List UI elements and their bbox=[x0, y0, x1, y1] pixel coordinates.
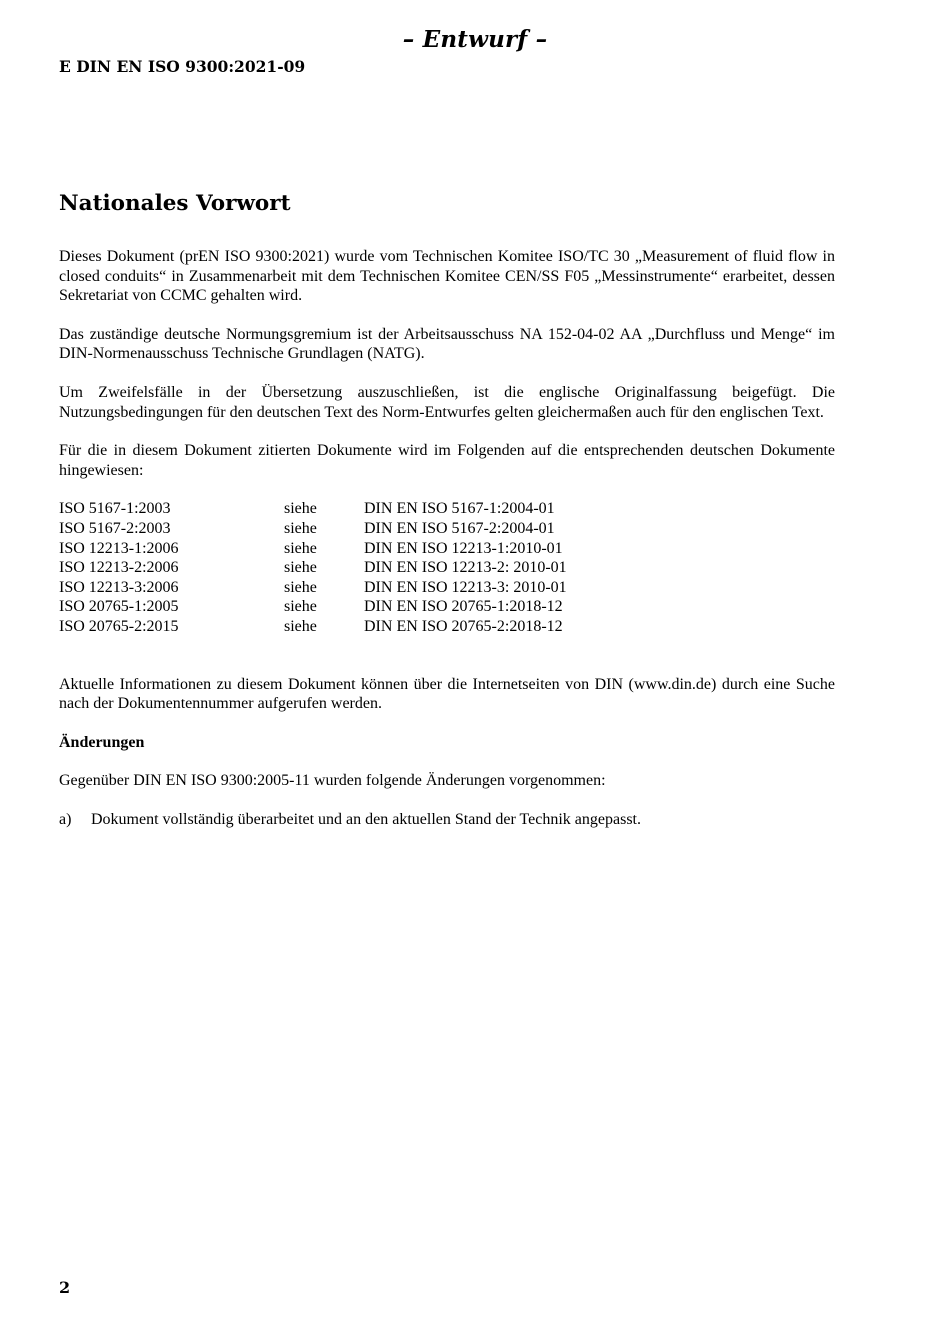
iso-reference: ISO 12213-1:2006 bbox=[59, 539, 179, 557]
din-reference: DIN EN ISO 5167-2:2004-01 bbox=[364, 519, 555, 537]
iso-reference: ISO 12213-3:2006 bbox=[59, 578, 179, 596]
see-label: siehe bbox=[284, 519, 317, 537]
foreword-title: Nationales Vorwort bbox=[59, 191, 291, 216]
reference-table bbox=[59, 499, 567, 636]
din-reference: DIN EN ISO 20765-2:2018-12 bbox=[364, 617, 563, 635]
iso-reference: ISO 20765-1:2005 bbox=[59, 598, 179, 616]
iso-reference: ISO 12213-2:2006 bbox=[59, 559, 179, 577]
din-reference: DIN EN ISO 12213-3: 2010-01 bbox=[364, 578, 567, 596]
table-row bbox=[59, 597, 567, 617]
paragraph-translation: Um Zweifelsfälle in der Übersetzung auszuschließen, ist die englische Originalfassung beigefügt. Die Nutzungsbedingungen für den deutschen Text des Norm-Entwurfes gelten gleichermaßen auch für den englischen Text. bbox=[59, 383, 835, 421]
list-item bbox=[59, 810, 835, 830]
see-label: siehe bbox=[284, 559, 317, 577]
table-row bbox=[59, 499, 567, 519]
page-number: 2 bbox=[59, 1278, 71, 1297]
see-label: siehe bbox=[284, 578, 317, 596]
paragraph-references-intro: Für die in diesem Dokument zitierten Dokumente wird im Folgenden auf die entsprechenden deutschen Dokumente hingewiesen: bbox=[59, 442, 835, 479]
iso-reference: ISO 5167-2:2003 bbox=[59, 519, 171, 537]
iso-reference: ISO 20765-2:2015 bbox=[59, 617, 179, 635]
din-reference: DIN EN ISO 20765-1:2018-12 bbox=[364, 598, 563, 616]
document-id: E DIN EN ISO 9300:2021-09 bbox=[59, 57, 306, 76]
din-reference: DIN EN ISO 5167-1:2004-01 bbox=[364, 500, 555, 518]
list-marker: a) bbox=[59, 810, 72, 828]
changes-title: Änderungen bbox=[59, 733, 145, 751]
din-reference: DIN EN ISO 12213-2: 2010-01 bbox=[364, 559, 567, 577]
draft-label: – Entwurf – bbox=[402, 26, 548, 53]
table-row bbox=[59, 519, 567, 539]
din-reference: DIN EN ISO 12213-1:2010-01 bbox=[364, 539, 563, 557]
table-row bbox=[59, 558, 567, 578]
see-label: siehe bbox=[284, 539, 317, 557]
table-row bbox=[59, 578, 567, 598]
see-label: siehe bbox=[284, 500, 317, 518]
see-label: siehe bbox=[284, 617, 317, 635]
table-row bbox=[59, 617, 567, 637]
paragraph-current-info: Aktuelle Informationen zu diesem Dokument können über die Internetseiten von DIN (www.din.de) durch eine Suche nach der Dokumentennummer aufgerufen werden. bbox=[59, 675, 835, 713]
iso-reference: ISO 5167-1:2003 bbox=[59, 500, 171, 518]
changes-intro: Gegenüber DIN EN ISO 9300:2005-11 wurden folgende Änderungen vorgenommen: bbox=[59, 772, 606, 790]
table-row bbox=[59, 539, 567, 559]
paragraph-committee: Dieses Dokument (prEN ISO 9300:2021) wurde vom Technischen Komitee ISO/TC 30 „Measurement of fluid flow in closed conduits“ in Zusammenarbeit mit dem Technischen Komitee CEN/SS F05 „Messinstrumente“ erarbeitet, dessen Sekretariat von CCMC gehalten wird. bbox=[59, 248, 835, 305]
main-content bbox=[59, 190, 835, 829]
paragraph-responsible-body: Das zuständige deutsche Normungsgremium ist der Arbeitsausschuss NA 152-04-02 AA „Durchfluss und Menge“ im DIN-Normenausschuss Technische Grundlagen (NATG). bbox=[59, 325, 835, 363]
see-label: siehe bbox=[284, 598, 317, 616]
list-item-text: Dokument vollständig überarbeitet und an den aktuellen Stand der Technik angepasst. bbox=[91, 810, 641, 828]
